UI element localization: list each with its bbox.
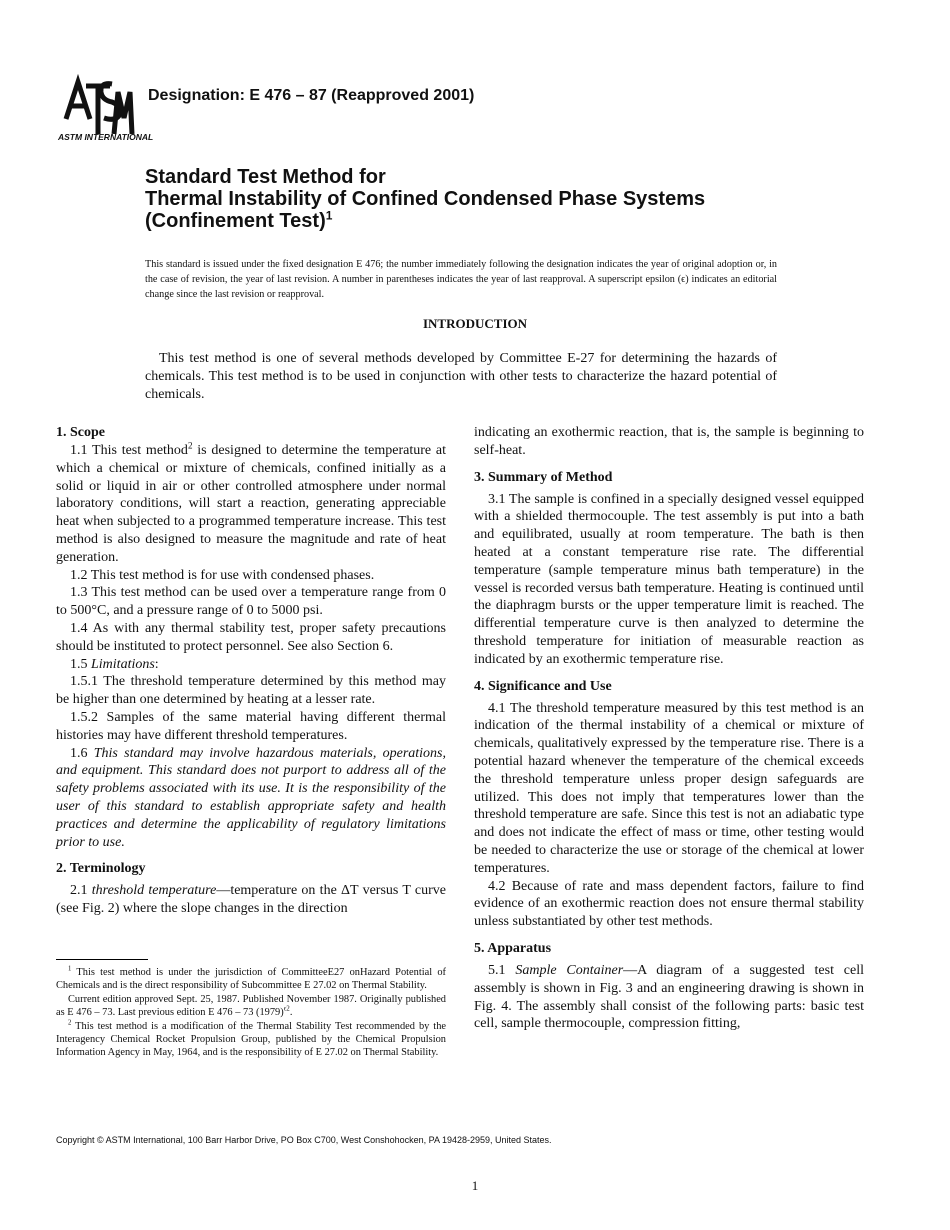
paragraph-1-1 <box>56 442 446 567</box>
paragraph-1-1-start: 1.1 This test method <box>70 443 188 458</box>
paragraph-1-5-number: 1.5 <box>70 656 91 672</box>
paragraph-1-5-2: 1.5.2 Samples of the same material having different thermal histories may have different threshold temperatures. <box>56 709 446 743</box>
footnote-1-mark: 1 <box>68 965 72 973</box>
paragraph-1-6 <box>56 745 446 852</box>
paragraph-1-5-colon: : <box>154 656 159 672</box>
left-column <box>56 424 446 918</box>
paragraph-1-5-label: Limitations <box>91 656 155 672</box>
section-heading-significance: 4. Significance and Use <box>474 678 612 694</box>
footnote-2-text: This test method is a modification of the Thermal Stability Test recommended by the Interagency Chemical Rocket Propulsion Group, published by the Chemical Propulsion Information Agency in May, 1964, and is the responsibility of E 27.02 on Thermal Stability. <box>56 1020 446 1059</box>
paragraph-5-1 <box>474 962 864 1033</box>
paragraph-1-2: 1.2 This test method is for use with condensed phases. <box>70 567 375 583</box>
paragraph-3-1: 3.1 The sample is confined in a specially designed vessel equipped with a shielded thermocouple. The test assembly is put into a bath and equilibrated, usually at room temperature. The bath is then heated at a constant temperature rise rate. The differential temperature (sample temperature minus bath temperature) in the vessel is recorded versus bath temperature. Heating is continued until the diaphragm bursts or the upper temperature limit is reached. The differential temperature curve is then analyzed to determine the threshold temperature for initiation of measurable reaction as indicated by an exothermic temperature rise. <box>474 491 864 667</box>
section-heading-terminology: 2. Terminology <box>56 861 146 877</box>
title-line-3 <box>145 210 845 232</box>
section-heading-apparatus: 5. Apparatus <box>474 940 552 956</box>
designation: Designation: E 476 – 87 (Reapproved 2001) <box>148 87 475 104</box>
paragraph-4-1: 4.1 The threshold temperature measured by this test method is an indication of the thermal instability of a chemical or mixture of chemicals, qualitatively expressed by the temperature rise. There is a potential hazard whenever the temperature of the chemical exceeds the threshold temperature unless proper design safeguards are utilized. This does not imply that temperatures lower than the threshold temperature are safe. Since this test is not an adiabatic type and does not indicate the effect of mass or time, other testing would be needed to characterize the use or storage of the chemical at lower temperatures. <box>474 700 864 876</box>
footnote-1-edition-epsilon: ϵ2 <box>283 1005 290 1013</box>
paragraph-4-2: 4.2 Because of rate and mass dependent factors, failure to find evidence of an exothermic reaction does not ensure thermal stability unless substantiated by other test methods. <box>474 878 864 930</box>
title-footnote-mark: 1 <box>325 208 333 223</box>
paragraph-1-4: 1.4 As with any thermal stability test, proper safety precautions should be instituted to protect personnel. See also Section 6. <box>56 620 446 654</box>
paragraph-2-1-number: 2.1 <box>70 883 92 899</box>
footnotes <box>56 966 446 1060</box>
footnote-1-edition-text: Current edition approved Sept. 25, 1987. Published November 1987. Originally published as E 476 – 73. Last previous edition E 476 – 73 (1979) <box>56 993 446 1019</box>
section-heading-scope: 1. Scope <box>56 425 105 440</box>
astm-logo <box>56 74 154 144</box>
paragraph-5-1-number: 5.1 <box>488 962 516 978</box>
logo-wordmark: ASTM INTERNATIONAL <box>58 132 154 142</box>
footnote-2-mark: 2 <box>68 1019 72 1027</box>
footnote-2 <box>56 1020 446 1060</box>
page-number: 1 <box>471 1178 479 1193</box>
right-column <box>474 424 864 1033</box>
introduction-text: This test method is one of several methods developed by Committee E-27 for determining the hazards of chemicals. This test method is to be used in conjunction with other tests to characterize the hazard potential of chemicals. <box>145 351 777 402</box>
footnote-divider <box>56 959 148 960</box>
paragraph-2-1 <box>56 882 446 918</box>
paragraph-2-1-continued: indicating an exothermic reaction, that is, the sample is beginning to self-heat. <box>474 425 864 458</box>
footnote-1-edition <box>56 993 446 1020</box>
paragraph-5-1-label: Sample Container <box>515 962 624 978</box>
copyright-line: Copyright © ASTM International, 100 Barr Harbor Drive, PO Box C700, West Conshohocken, PA 19428-2959, United States. <box>56 1135 552 1145</box>
standard-notice: This standard is issued under the fixed designation E 476; the number immediately following the designation indicates the year of original adoption or, in the case of revision, the year of last revision. A number in parentheses indicates the year of last reapproval. A superscript epsilon (ϵ) indicates an editorial change since the last revision or reapproval. <box>145 259 777 300</box>
title-line-1: Standard Test Method for <box>145 166 386 188</box>
paragraph-1-5-1: 1.5.1 The threshold temperature determined by this method may be higher than one determined by heating at a lesser rate. <box>56 674 446 708</box>
footnote-1 <box>56 966 446 993</box>
title-line-3-text: (Confinement Test) <box>145 210 326 232</box>
paragraph-1-6-text: This standard may involve hazardous materials, operations, and equipment. This standard does not purport to address all of the safety problems associated with its use. It is the responsibility of the user of this standard to establish appropriate safety and health practices and determine the applicability of regulatory limitations prior to use. <box>56 745 446 850</box>
paragraph-2-1-term: threshold temperature <box>91 883 217 899</box>
footnote-1-text: This test method is under the jurisdiction of CommitteeE27 onHazard Potential of Chemicals and is the direct responsibility of Subcommittee E 27.02 on Thermal Stability. <box>56 967 446 992</box>
paragraph-2-1-text: —temperature on the ΔT versus T curve (see Fig. 2) where the slope changes in the direction <box>56 883 447 917</box>
footnote-1-edition-period: . <box>289 1007 293 1019</box>
title-line-2: Thermal Instability of Confined Condensed Phase Systems <box>145 188 706 210</box>
document-title <box>145 166 845 232</box>
paragraph-5-1-text: —A diagram of a suggested test cell assembly is shown in Fig. 3 and an engineering drawing is shown in Fig. 4. The assembly shall consist of the following parts: basic test cell, sample thermocouple, compression fitting, <box>474 962 864 1032</box>
paragraph-1-1-rest: is designed to determine the temperature at which a chemical or mixture of chemicals, confined initially as a solid or liquid in air or other controlled atmosphere under normal laboratory conditions, will start a reaction, generating appreciable heat when subjected to a programmed temperature increase. This test method is also designed to measure the magnitude and rate of heat generation. <box>56 443 446 565</box>
paragraph-1-5 <box>56 656 446 674</box>
section-heading-summary: 3. Summary of Method <box>474 469 613 485</box>
paragraph-1-3: 1.3 This test method can be used over a temperature range from 0 to 500°C, and a pressure range of 0 to 5000 psi. <box>56 585 446 619</box>
introduction-heading: INTRODUCTION <box>422 316 527 331</box>
footnote-ref-2: 2 <box>187 440 193 451</box>
paragraph-1-6-number: 1.6 <box>70 745 94 761</box>
